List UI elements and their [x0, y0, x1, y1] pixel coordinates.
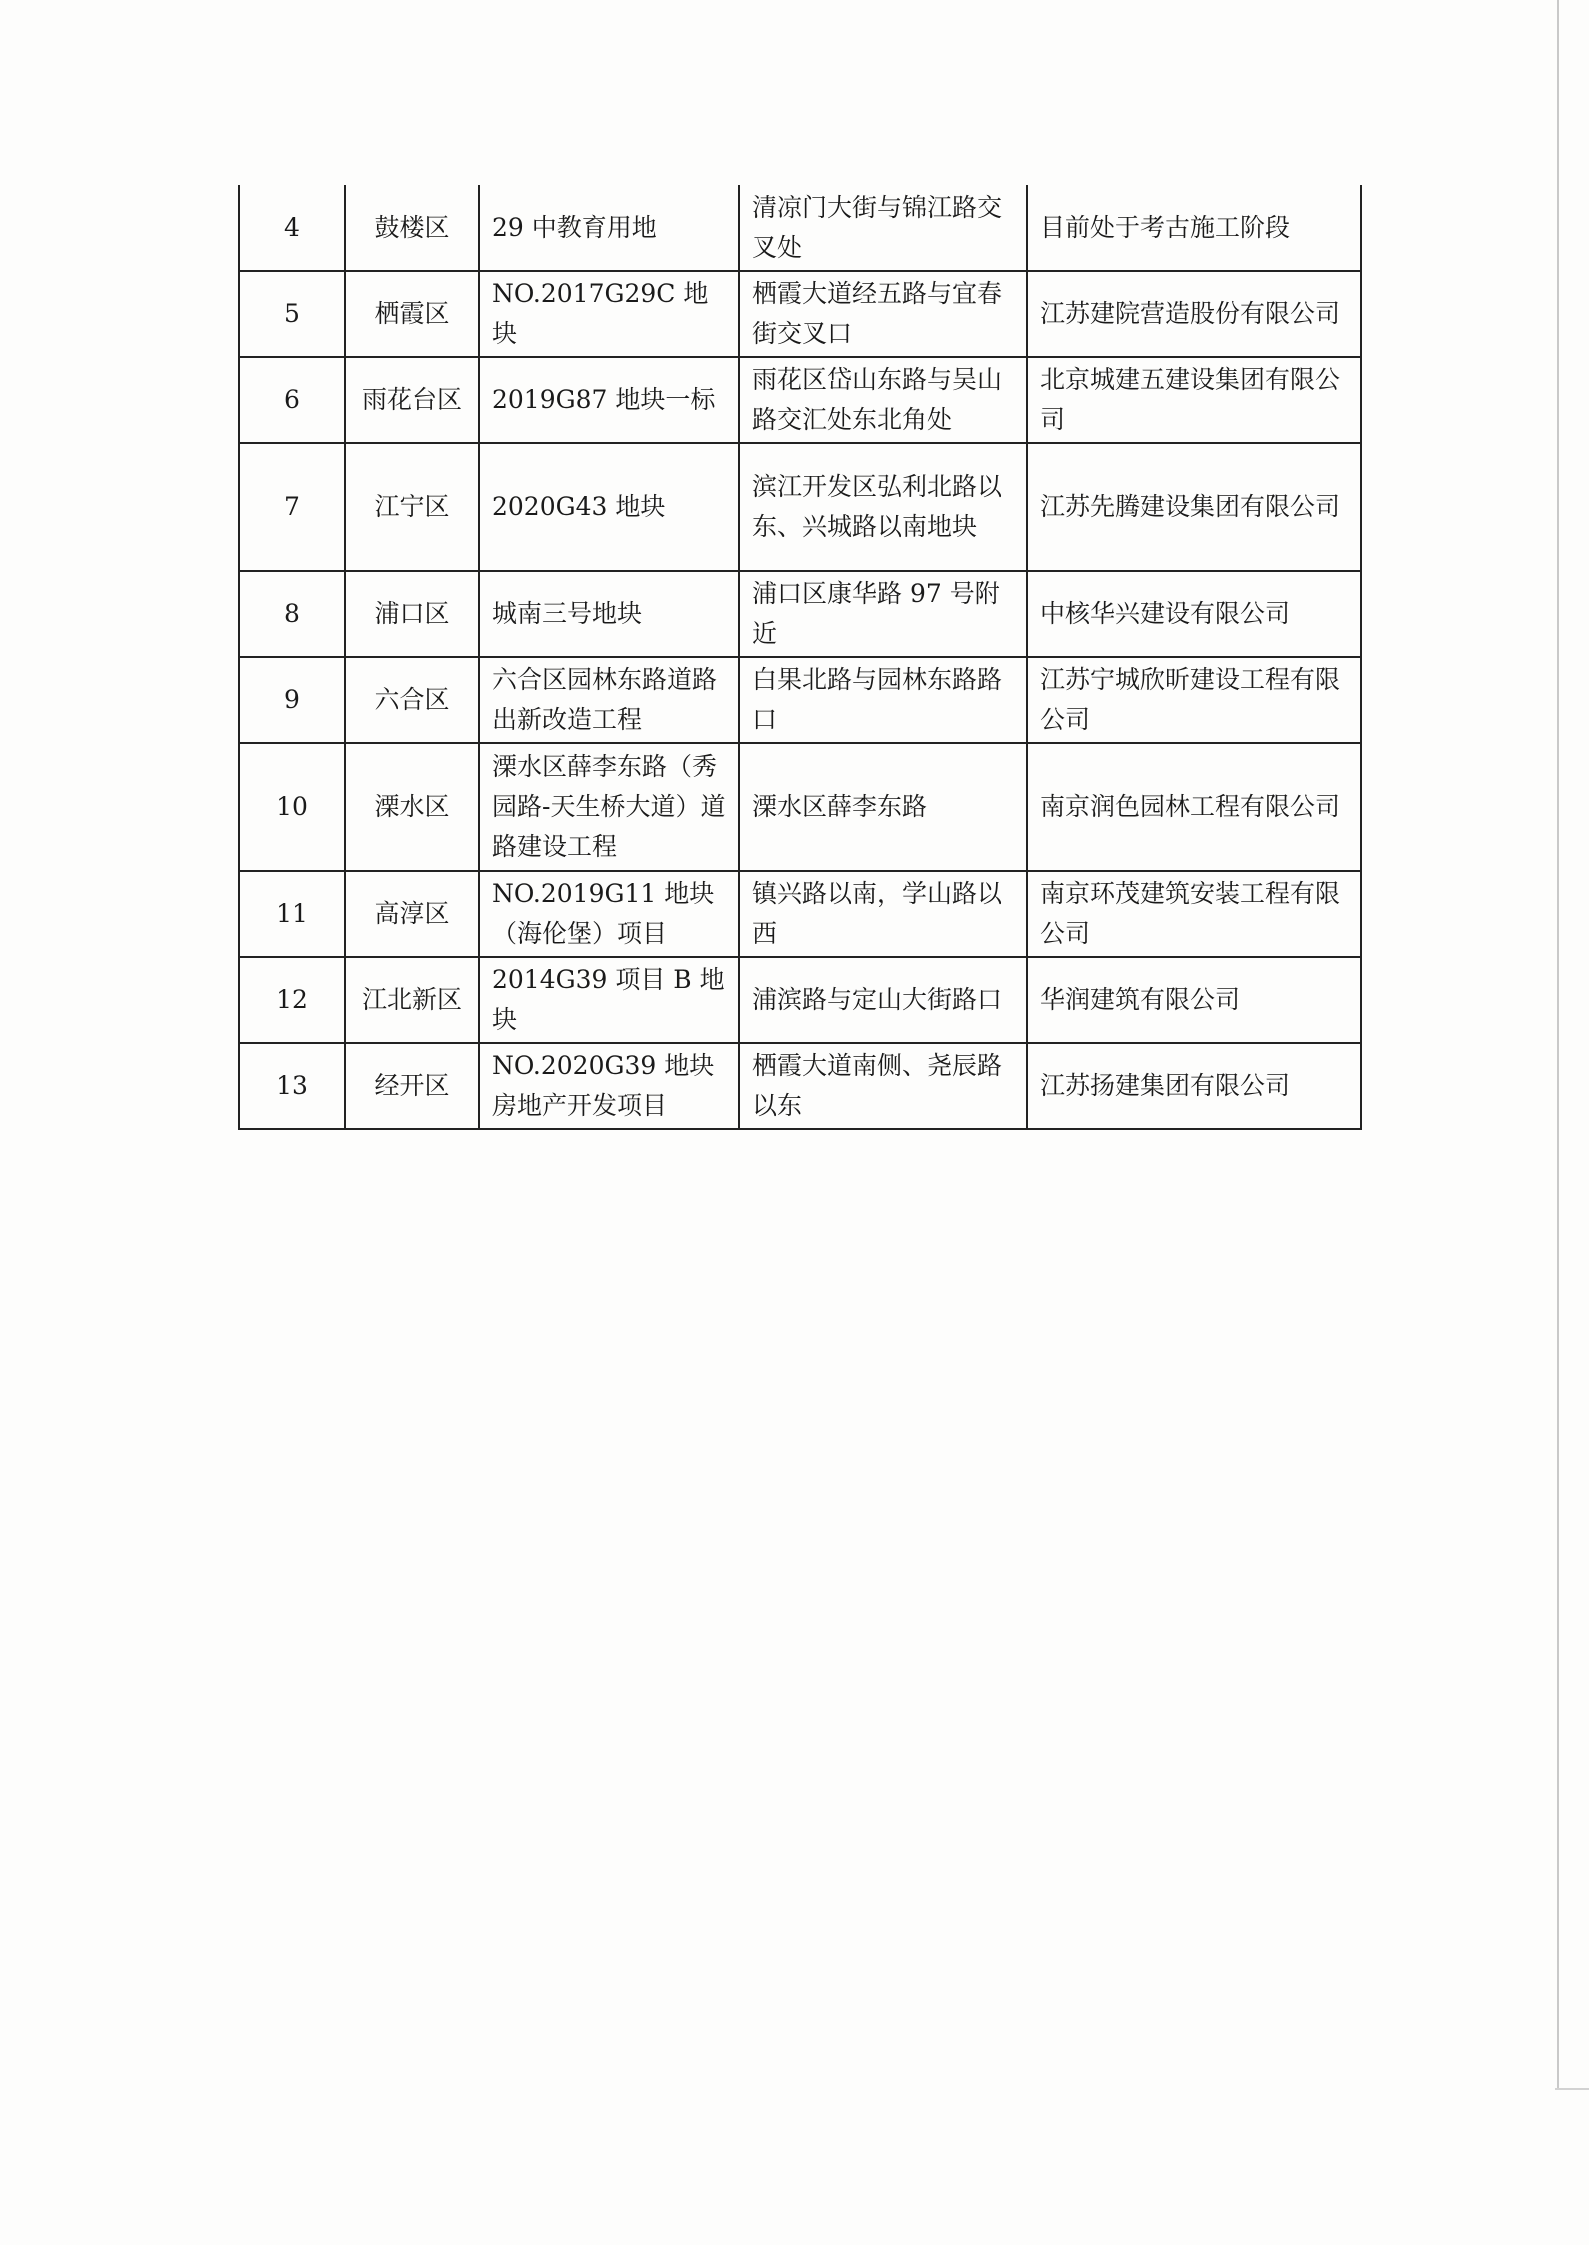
location-cell: 栖霞大道南侧、尧辰路以东: [739, 1043, 1027, 1129]
project-name-cell: 2014G39 项目 B 地块: [479, 957, 739, 1043]
location-cell: 雨花区岱山东路与吴山路交汇处东北角处: [739, 357, 1027, 443]
district-cell: 高淳区: [345, 871, 479, 957]
row-number: 11: [239, 871, 345, 957]
project-name-cell: NO.2019G11 地块（海伦堡）项目: [479, 871, 739, 957]
row-number: 4: [239, 185, 345, 271]
location-cell: 浦滨路与定山大街路口: [739, 957, 1027, 1043]
project-name-cell: 六合区园林东路道路出新改造工程: [479, 657, 739, 743]
district-cell: 六合区: [345, 657, 479, 743]
page-edge-line: [1557, 0, 1559, 2090]
company-cell: 江苏扬建集团有限公司: [1027, 1043, 1361, 1129]
district-cell: 栖霞区: [345, 271, 479, 357]
project-name-cell: 溧水区薛李东路（秀园路-天生桥大道）道路建设工程: [479, 743, 739, 871]
company-cell: 中核华兴建设有限公司: [1027, 571, 1361, 657]
table-row: [239, 743, 1361, 871]
row-number: 12: [239, 957, 345, 1043]
company-cell: 江苏宁城欣昕建设工程有限公司: [1027, 657, 1361, 743]
row-number: 5: [239, 271, 345, 357]
project-name-cell: 2020G43 地块: [479, 443, 739, 571]
location-cell: 镇兴路以南，学山路以西: [739, 871, 1027, 957]
project-name-cell: 2019G87 地块一标: [479, 357, 739, 443]
table-row: [239, 571, 1361, 657]
company-cell: 华润建筑有限公司: [1027, 957, 1361, 1043]
district-cell: 雨花台区: [345, 357, 479, 443]
district-cell: 江宁区: [345, 443, 479, 571]
company-cell: 南京环茂建筑安装工程有限公司: [1027, 871, 1361, 957]
district-cell: 浦口区: [345, 571, 479, 657]
district-cell: 鼓楼区: [345, 185, 479, 271]
row-number: 13: [239, 1043, 345, 1129]
location-cell: 栖霞大道经五路与宜春街交叉口: [739, 271, 1027, 357]
company-cell: 北京城建五建设集团有限公司: [1027, 357, 1361, 443]
district-cell: 江北新区: [345, 957, 479, 1043]
row-number: 6: [239, 357, 345, 443]
location-cell: 滨江开发区弘利北路以东、兴城路以南地块: [739, 443, 1027, 571]
company-cell: 目前处于考古施工阶段: [1027, 185, 1361, 271]
location-cell: 白果北路与园林东路路口: [739, 657, 1027, 743]
table-row: [239, 357, 1361, 443]
table-row: [239, 957, 1361, 1043]
location-cell: 清凉门大街与锦江路交叉处: [739, 185, 1027, 271]
company-cell: 江苏建院营造股份有限公司: [1027, 271, 1361, 357]
location-cell: 溧水区薛李东路: [739, 743, 1027, 871]
page-edge-line: [1555, 2088, 1589, 2090]
project-table-container: [238, 185, 1360, 1130]
company-cell: 南京润色园林工程有限公司: [1027, 743, 1361, 871]
table-row: [239, 185, 1361, 271]
table-row: [239, 871, 1361, 957]
table-row: [239, 271, 1361, 357]
project-name-cell: NO.2017G29C 地块: [479, 271, 739, 357]
district-cell: 溧水区: [345, 743, 479, 871]
project-table: [238, 185, 1362, 1130]
table-row: [239, 443, 1361, 571]
project-name-cell: NO.2020G39 地块房地产开发项目: [479, 1043, 739, 1129]
row-number: 8: [239, 571, 345, 657]
table-row: [239, 1043, 1361, 1129]
project-name-cell: 城南三号地块: [479, 571, 739, 657]
project-name-cell: 29 中教育用地: [479, 185, 739, 271]
company-cell: 江苏先腾建设集团有限公司: [1027, 443, 1361, 571]
table-row: [239, 657, 1361, 743]
row-number: 7: [239, 443, 345, 571]
row-number: 10: [239, 743, 345, 871]
row-number: 9: [239, 657, 345, 743]
location-cell: 浦口区康华路 97 号附近: [739, 571, 1027, 657]
district-cell: 经开区: [345, 1043, 479, 1129]
